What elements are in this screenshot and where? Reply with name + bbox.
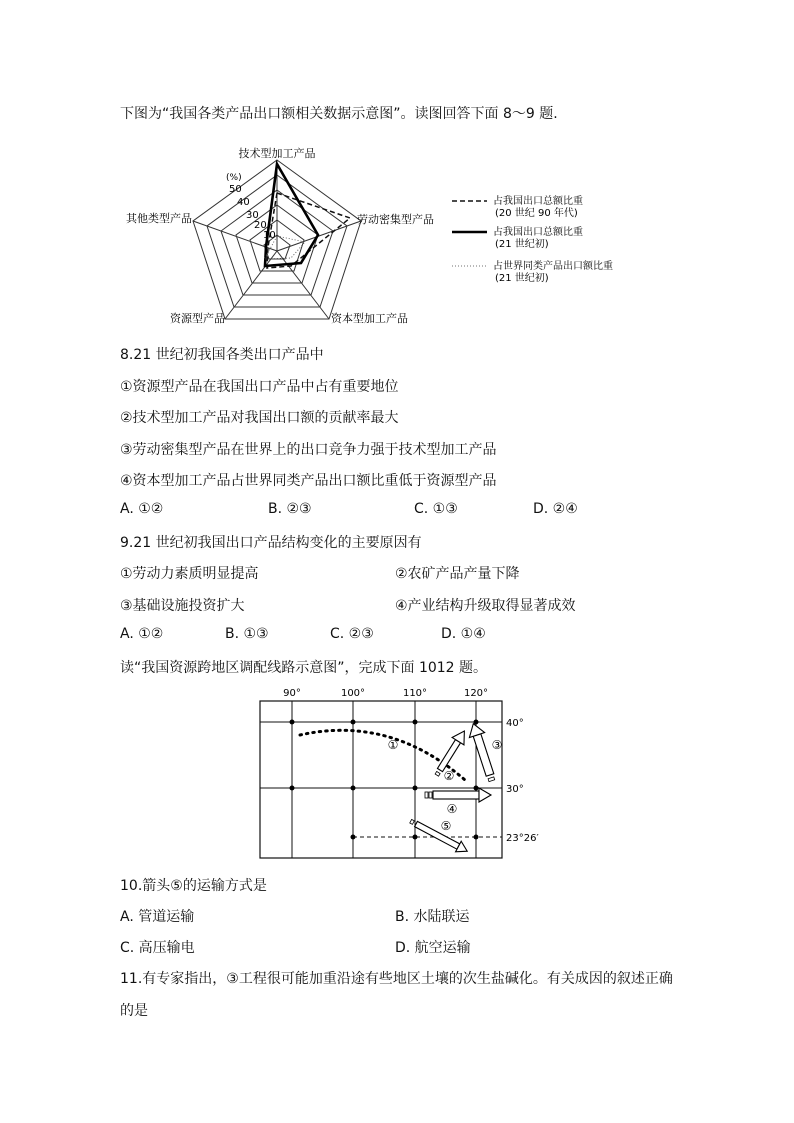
q8-item: ③劳动密集型产品在世界上的出口竞争力强于技术型加工产品 bbox=[120, 442, 497, 458]
radar-axis-label: 资源型产品 bbox=[170, 312, 225, 325]
q10-choice-a: A. 管道运输 bbox=[120, 909, 195, 925]
legend-label: 占我国出口总额比重 bbox=[493, 227, 583, 238]
legend-label: 占世界同类产品出口额比重 bbox=[493, 261, 613, 272]
radar-scale-label: 50 bbox=[229, 184, 242, 195]
radar-scale-label: 10 bbox=[263, 230, 276, 241]
q8-choice-d: D. ②④ bbox=[533, 501, 578, 517]
radar-axis-label: 资本型加工产品 bbox=[331, 312, 408, 325]
lon-label: 90° bbox=[283, 688, 301, 699]
lon-label: 110° bbox=[402, 688, 428, 699]
lon-label: 100° bbox=[340, 688, 366, 699]
radar-scale-label: 40 bbox=[237, 197, 250, 208]
q9-stem: 9.21 世纪初我国出口产品结构变化的主要原因有 bbox=[120, 535, 422, 551]
lat-label: 30° bbox=[506, 784, 524, 795]
intro-text-1: 下图为“我国各类产品出口额相关数据示意图”。读图回答下面 8～9 题. bbox=[120, 106, 558, 122]
q11-stem-line-1: 11.有专家指出，③工程很可能加重沿途有些地区土壤的次生盐碱化。有关成因的叙述正确 bbox=[120, 971, 673, 987]
q10-choice-b: B. 水陆联运 bbox=[395, 909, 470, 925]
route-label-3: ③ bbox=[491, 738, 503, 752]
legend-sub: (20 世纪 90 年代) bbox=[495, 208, 578, 219]
q8-item: ②技术型加工产品对我国出口额的贡献率最大 bbox=[120, 410, 399, 426]
radar-scale-label: 30 bbox=[246, 210, 259, 221]
radar-axis-label: 技术型加工产品 bbox=[238, 147, 316, 160]
q10-stem: 10.箭头⑤的运输方式是 bbox=[120, 878, 267, 894]
q10-choice-c: C. 高压输电 bbox=[120, 940, 195, 956]
route-label-1: ① bbox=[387, 738, 399, 752]
radar-axis-label: 劳动密集型产品 bbox=[357, 213, 434, 226]
route-label-5: ⑤ bbox=[440, 819, 452, 833]
legend-label: 占我国出口总额比重 bbox=[493, 196, 583, 207]
q11-stem-line-2: 的是 bbox=[120, 1003, 148, 1019]
radar-axis-label: 其他类型产品 bbox=[126, 212, 192, 225]
route-label-4: ④ bbox=[446, 802, 458, 816]
legend-sub: (21 世纪初) bbox=[495, 273, 549, 284]
q9-choice-b: B. ①③ bbox=[225, 626, 269, 642]
q9-item: ④产业结构升级取得显著成效 bbox=[395, 598, 576, 614]
q10-choice-d: D. 航空运输 bbox=[395, 940, 471, 956]
route-map bbox=[255, 682, 539, 862]
q9-choice-a: A. ①② bbox=[120, 626, 164, 642]
q9-choice-c: C. ②③ bbox=[330, 626, 374, 642]
q8-stem: 8.21 世纪初我国各类出口产品中 bbox=[120, 347, 324, 363]
lat-label: 23°26′ bbox=[506, 833, 539, 844]
q8-item: ④资本型加工产品占世界同类产品出口额比重低于资源型产品 bbox=[120, 473, 497, 489]
q8-choice-b: B. ②③ bbox=[268, 501, 312, 517]
legend-sub: (21 世纪初) bbox=[495, 239, 549, 250]
lon-label: 120° bbox=[463, 688, 489, 699]
lat-label: 40° bbox=[506, 718, 524, 729]
radar-unit: (%) bbox=[226, 173, 242, 183]
route-label-2: ② bbox=[443, 769, 455, 783]
radar-chart bbox=[118, 140, 658, 340]
q9-item: ②农矿产品产量下降 bbox=[395, 566, 520, 582]
radar-scale-label: 20 bbox=[254, 220, 267, 231]
q8-choice-c: C. ①③ bbox=[414, 501, 458, 517]
q9-choice-d: D. ①④ bbox=[441, 626, 486, 642]
q8-choice-a: A. ①② bbox=[120, 501, 164, 517]
q8-item: ①资源型产品在我国出口产品中占有重要地位 bbox=[120, 379, 399, 395]
q9-item: ③基础设施投资扩大 bbox=[120, 598, 245, 614]
radar-legend bbox=[452, 194, 613, 284]
q9-item: ①劳动力素质明显提高 bbox=[120, 566, 259, 582]
intro-text-2: 读“我国资源跨地区调配线路示意图”，完成下面 1012 题。 bbox=[120, 660, 488, 676]
